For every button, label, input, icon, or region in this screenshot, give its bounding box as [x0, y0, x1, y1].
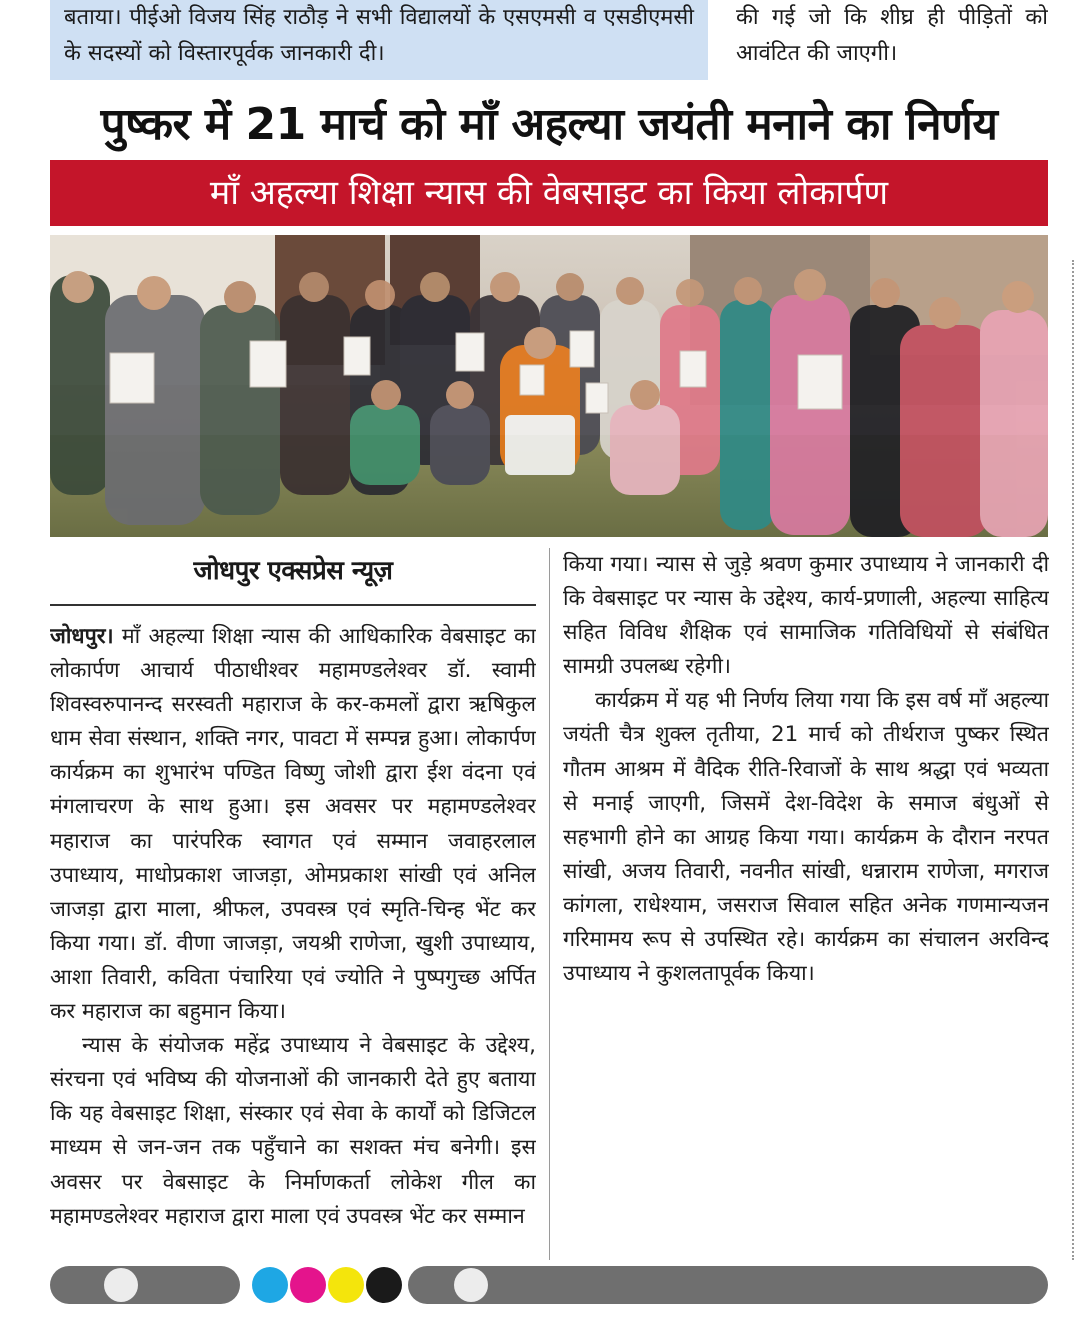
registration-dot-cyan	[252, 1267, 288, 1303]
print-registration-strip	[50, 1266, 1048, 1304]
group-photo-illustration	[50, 235, 1048, 537]
registration-dot-magenta	[290, 1267, 326, 1303]
article-subheadline: माँ अहल्या शिक्षा न्यास की वेबसाइट का किया लोकार्पण	[50, 160, 1048, 226]
article-column-right	[563, 548, 1049, 1262]
previous-article-text: बताया। पीईओ विजय सिंह राठौड़ ने सभी विद्यालयों के एसएमसी व एसडीएमसी के सदस्यों को विस्तारपूर्वक जानकारी दी।	[64, 5, 694, 66]
article-paragraph-1-text: माँ अहल्या शिक्षा न्यास की आधिकारिक वेबसाइट का लोकार्पण आचार्य पीठाधीश्वर महामण्डलेश्वर डॉ. स्वामी शिवस्वरुपानन्द सरस्वती महाराज के कर-कमलों द्वारा ऋषिकुल धाम सेवा संस्थान, शक्ति नगर, पावटा में सम्पन्न हुआ। लोकार्पण कार्यक्रम का शुभारंभ पण्डित विष्णु जोशी द्वारा ईश वंदना एवं मंगलाचरण के साथ हुआ। इस अवसर पर महामण्डलेश्वर महाराज का पारंपरिक स्वागत एवं सम्मान जवाहरलाल उपाध्याय, माधोप्रकाश जाजड़ा, ओमप्रकाश सांखी एवं अनिल जाजड़ा द्वारा माला, श्रीफल, उपवस्त्र एवं स्मृति-चिन्ह भेंट कर किया गया। डॉ. वीणा जाजड़ा, जयश्री राणेजा, खुशी उपाध्याय, आशा तिवारी, कविता पंचारिया एवं ज्योति ने पुष्पगुच्छ अर्पित कर महाराज का बहुमान किया।	[50, 624, 536, 1025]
adjacent-column-edge	[1072, 260, 1080, 1260]
registration-bar-right	[408, 1266, 1048, 1304]
article-paragraph-2: न्यास के संयोजक महेंद्र उपाध्याय ने वेबसाइट के उद्देश्य, संरचना एवं भविष्य की योजनाओं की जानकारी देते हुए बताया कि यह वेबसाइट शिक्षा, संस्कार एवं सेवा के कार्यों को डिजिटल माध्यम से जन-जन तक पहुँचाने का सशक्त मंच बनेगी। इस अवसर पर वेबसाइट के निर्माणकर्ता लोकेश गील का महामण्डलेश्वर महाराज द्वारा माला एवं उपवस्त्र भेंट कर सम्मान	[50, 1033, 536, 1229]
byline-rule	[50, 604, 536, 606]
adjacent-article-text: की गई जो कि शीघ्र ही पीड़ितों को आवंटित की जाएगी।	[736, 5, 1048, 66]
article-paragraph-1	[50, 620, 536, 1029]
article-dateline: जोधपुर।	[50, 624, 114, 649]
registration-mark-white-right	[454, 1268, 488, 1302]
adjacent-article-snippet	[736, 0, 1048, 80]
registration-dot-black	[366, 1267, 402, 1303]
article-headline: पुष्कर में 21 मार्च को माँ अहल्या जयंती मनाने का निर्णय	[100, 99, 998, 150]
registration-dot-yellow	[328, 1267, 364, 1303]
registration-mark-white	[104, 1268, 138, 1302]
article-column-left	[50, 620, 536, 1262]
previous-article-snippet	[50, 0, 708, 80]
article-paragraph-3: कार्यक्रम में यह भी निर्णय लिया गया कि इस वर्ष माँ अहल्या जयंती चैत्र शुक्ल तृतीया, 21 मार्च को तीर्थराज पुष्कर स्थित गौतम आश्रम में वैदिक रीति-रिवाजों के साथ श्रद्धा एवं भव्यता से मनाई जाएगी, जिसमें देश-विदेश के समाज बंधुओं से सहभागी होने का आग्रह किया गया। कार्यक्रम के दौरान नरपत सांखी, अजय तिवारी, नवनीत सांखी, धन्नाराम राणेजा, मगराज कांगला, राधेश्याम, जसराज सिवाल सहित अनेक गणमान्यजन गरिमामय रूप से उपस्थित रहे। कार्यक्रम का संचालन अरविन्द उपाध्याय ने कुशलतापूर्वक किया।	[563, 688, 1049, 987]
article-byline: जोधपुर एक्सप्रेस न्यूज़	[193, 556, 393, 586]
registration-bar-left	[50, 1266, 240, 1304]
group-photo	[50, 235, 1048, 537]
column-divider	[549, 548, 550, 1260]
article-paragraph-2-continued: किया गया। न्यास से जुड़े श्रवण कुमार उपाध्याय ने जानकारी दी कि वेबसाइट पर न्यास के उद्देश्य, कार्य-प्रणाली, अहल्या साहित्य सहित विविध शैक्षिक एवं सामाजिक गतिविधियों से संबंधित सामग्री उपलब्ध रहेगी।	[563, 552, 1049, 680]
